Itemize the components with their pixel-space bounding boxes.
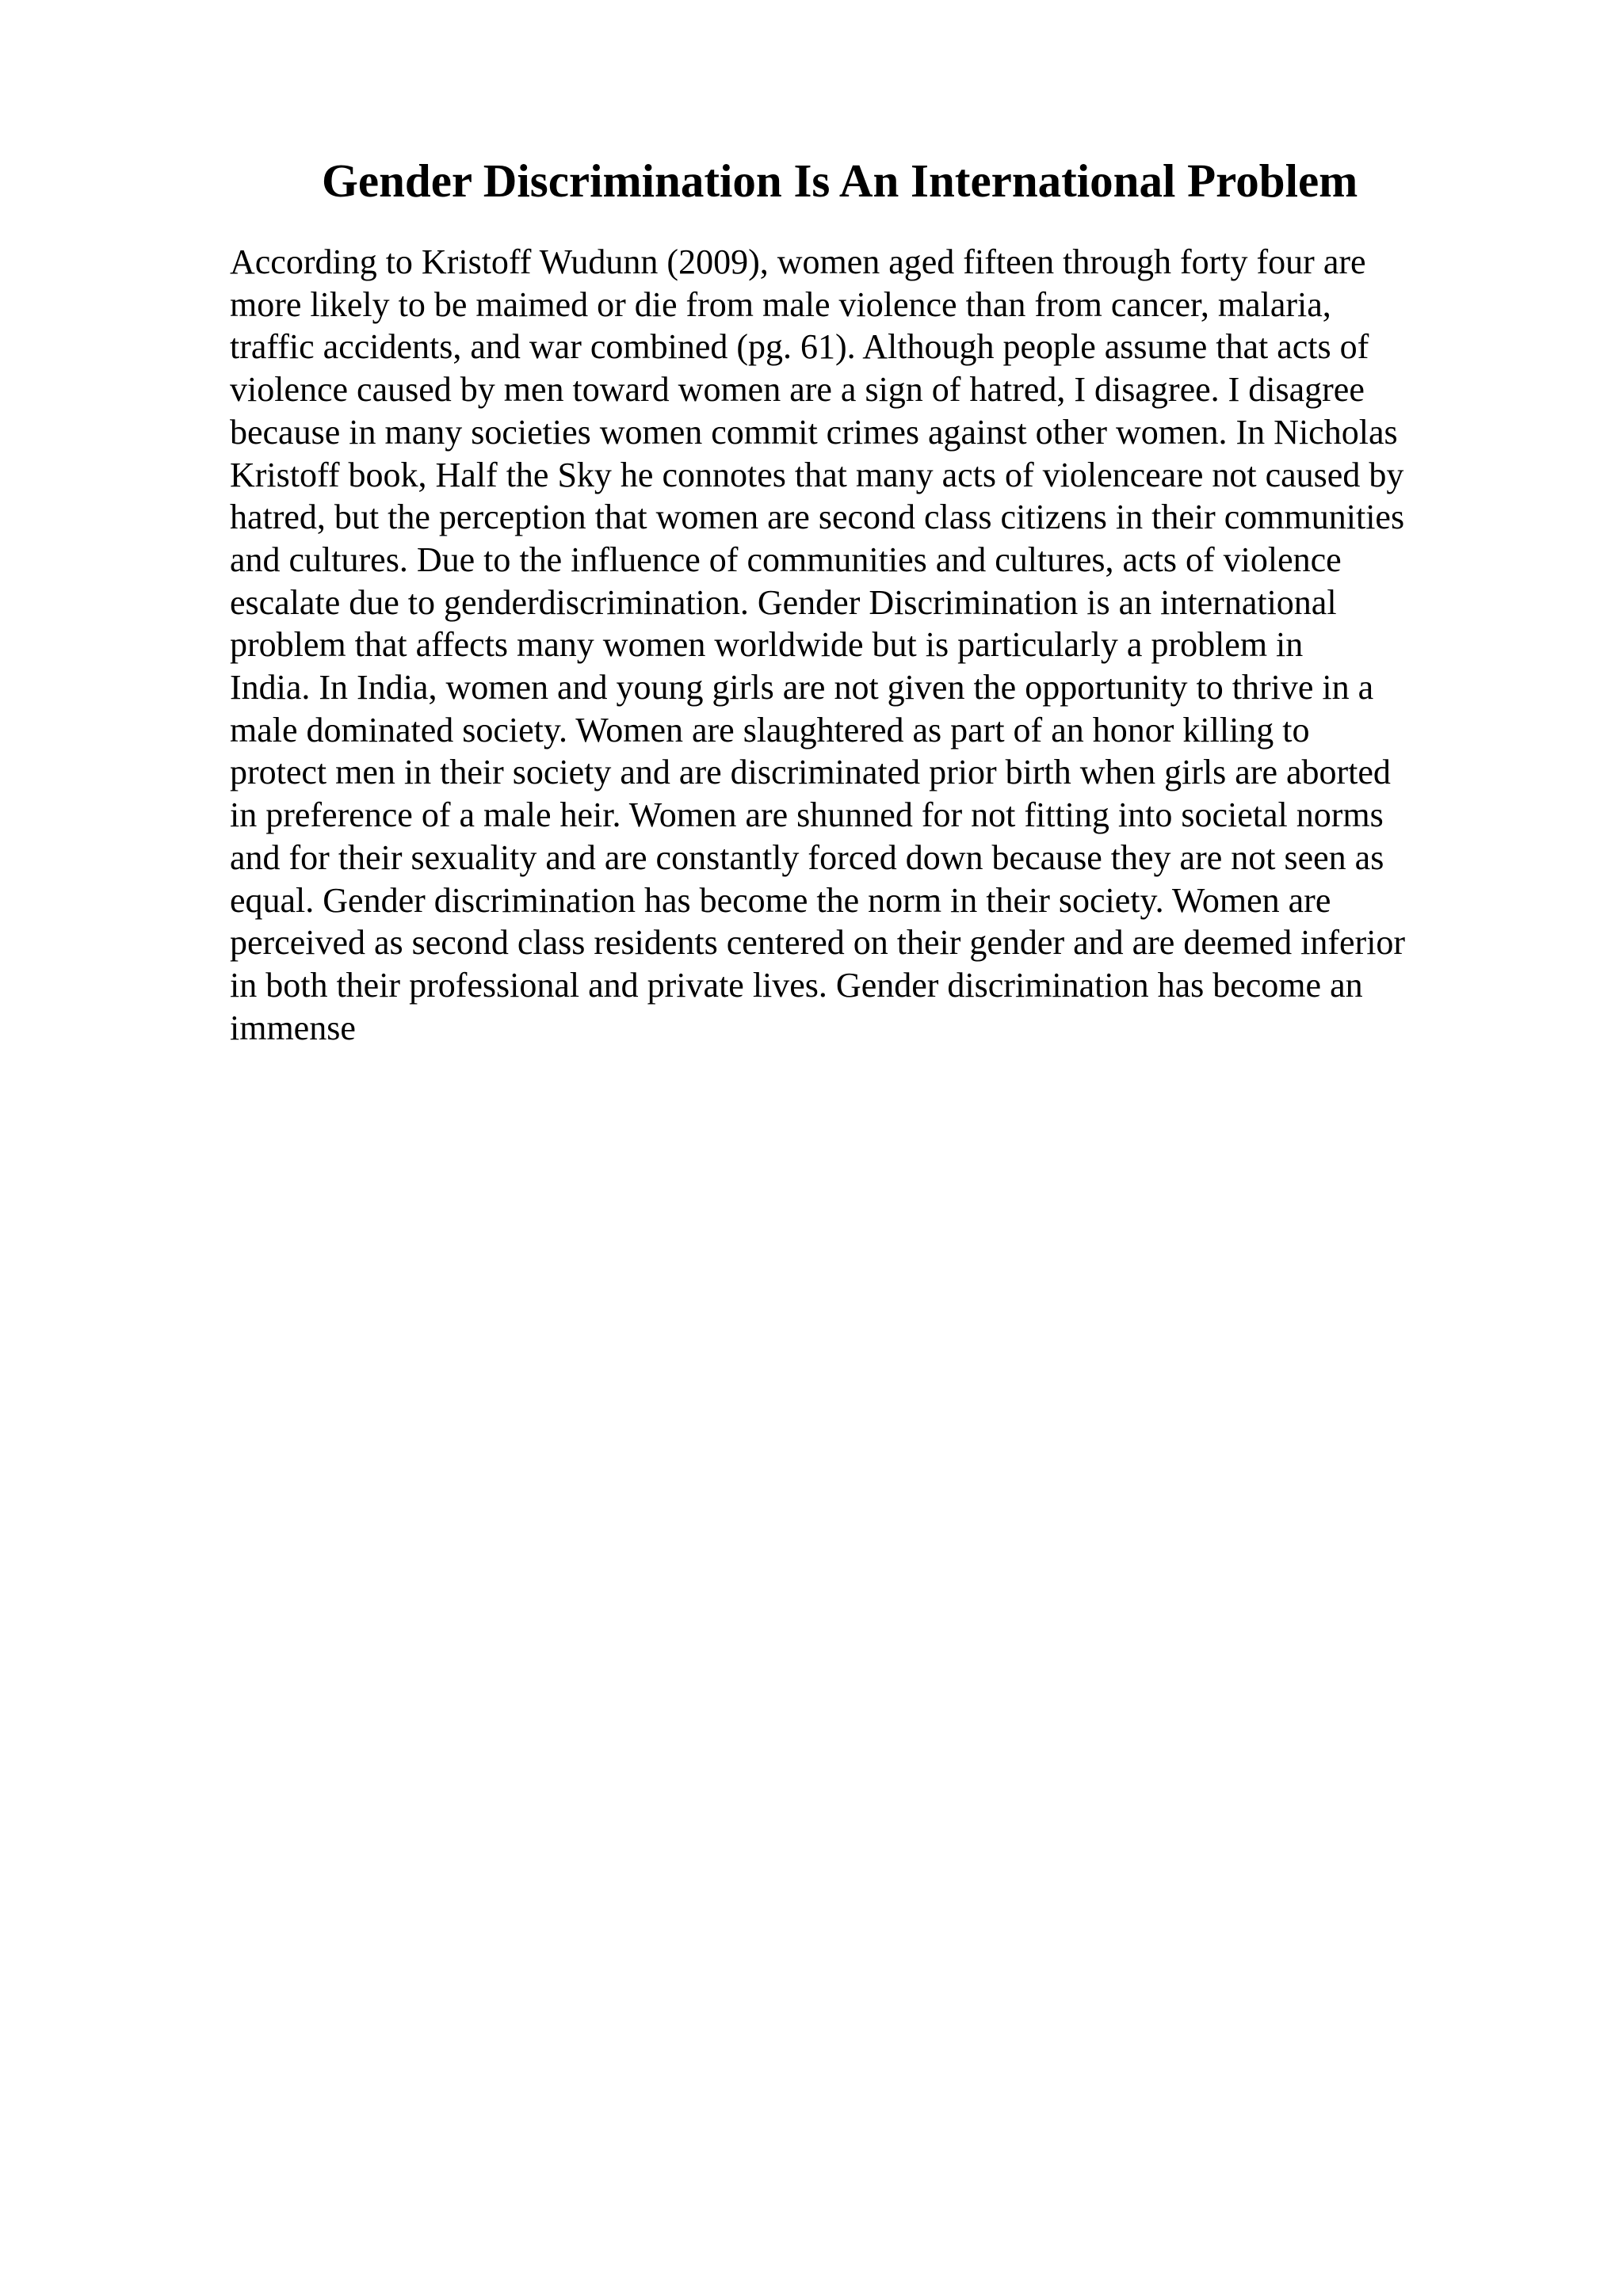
body-line: escalate due to genderdiscrimination. Gender Discrimination is an international: [230, 582, 1337, 622]
body-line: hatred, but the perception that women are second class citizens in their communities: [230, 498, 1405, 537]
body-line: According to Kristoff Wudunn (2009), women aged fifteen through forty four are: [230, 242, 1366, 281]
body-line: because in many societies women commit crimes against other women. In Nicholas: [230, 412, 1398, 452]
body-line: traffic accidents, and war combined (pg. 61). Although people assume that acts of: [230, 327, 1369, 367]
document-title: Gender Discrimination Is An International Problem: [322, 154, 1358, 207]
body-line: protect men in their society and are discriminated prior birth when girls are aborted: [230, 753, 1391, 792]
body-line: and cultures. Due to the influence of communities and cultures, acts of violence: [230, 540, 1342, 579]
body-line: immense: [230, 1008, 356, 1047]
body-line: in both their professional and private lives. Gender discrimination has become an: [230, 965, 1363, 1005]
body-line: problem that affects many women worldwide but is particularly a problem in: [230, 625, 1304, 665]
body-line: more likely to be maimed or die from male violence than from cancer, malaria,: [230, 284, 1331, 324]
body-line: equal. Gender discrimination has become the norm in their society. Women are: [230, 880, 1331, 920]
document-body: [230, 241, 1498, 1049]
body-line: Kristoff book, Half the Sky he connotes that many acts of violenceare not caused by: [230, 455, 1404, 494]
body-line: violence caused by men toward women are a sign of hatred, I disagree. I disagree: [230, 370, 1365, 410]
body-line: in preference of a male heir. Women are shunned for not fitting into societal norms: [230, 795, 1384, 835]
body-line: and for their sexuality and are constantly forced down because they are not seen as: [230, 837, 1384, 877]
body-line: male dominated society. Women are slaughtered as part of an honor killing to: [230, 710, 1310, 749]
body-line: perceived as second class residents centered on their gender and are deemed inferior: [230, 923, 1406, 963]
body-line: India. In India, women and young girls are not given the opportunity to thrive in a: [230, 668, 1374, 707]
